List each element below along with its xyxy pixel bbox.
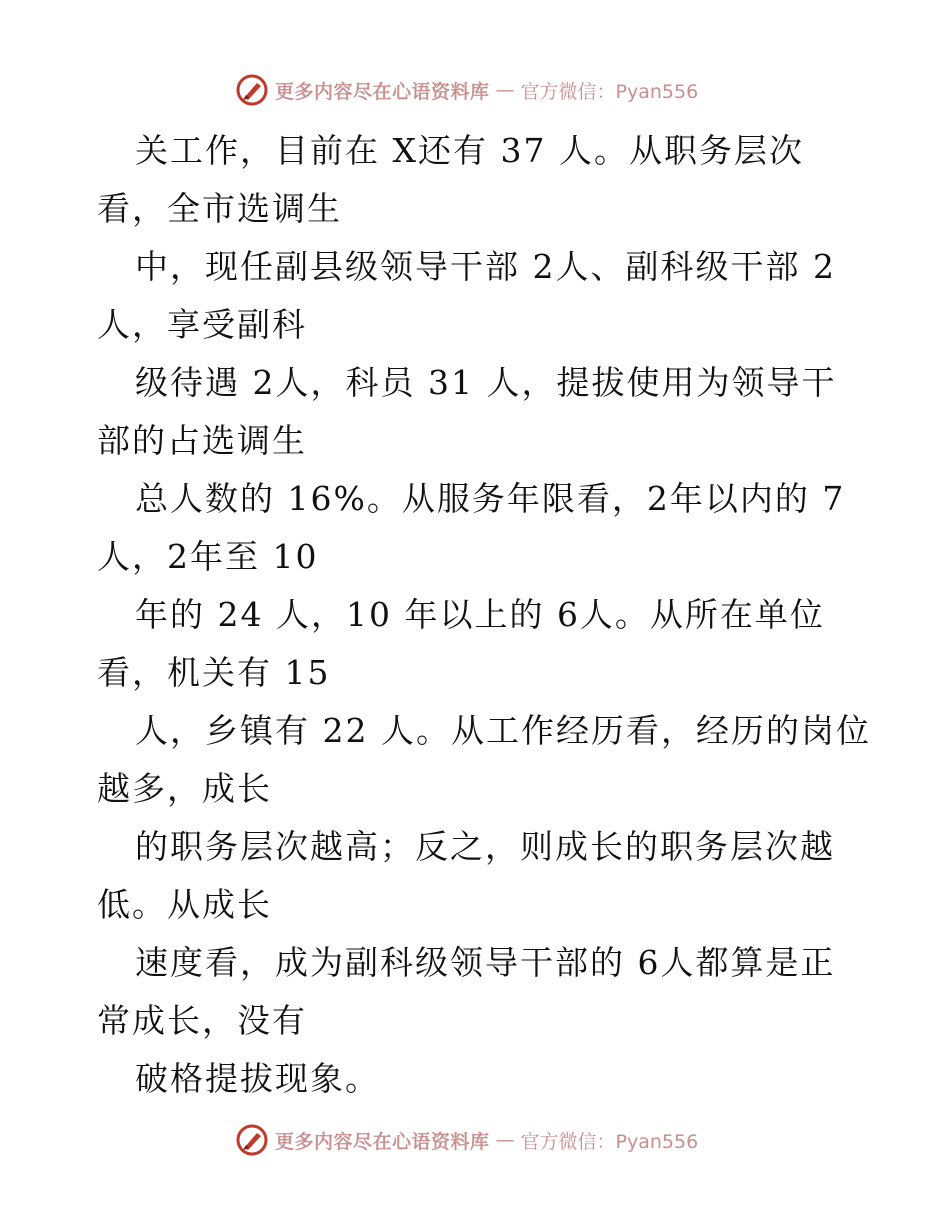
pen-logo-icon [235, 73, 269, 107]
watermark-account-label: 官方微信：Pyan556 [520, 80, 699, 103]
header-watermark [235, 72, 698, 108]
text-line: 低。从成长 [97, 885, 272, 924]
text-line: 人，享受副科 [97, 305, 307, 344]
document-body [97, 122, 871, 1108]
pen-logo-icon [235, 1123, 269, 1157]
watermark-dash: — [495, 1129, 515, 1151]
text-line: 看，机关有 15 [97, 653, 331, 692]
text-line: 级待遇 2人，科员 31 人，提拔使用为领导干 [135, 363, 837, 402]
text-line: 速度看，成为副科级领导干部的 6人都算是正 [135, 943, 836, 982]
watermark-brand-text: 更多内容尽在心语资料库 [275, 80, 490, 103]
text-line: 破格提拔现象。 [135, 1059, 380, 1098]
footer-watermark [235, 1122, 698, 1158]
text-line: 人，2年至 10 [97, 537, 319, 576]
text-line: 常成长，没有 [97, 1001, 307, 1040]
watermark-brand-text: 更多内容尽在心语资料库 [275, 1130, 490, 1153]
text-line: 总人数的 16%。从服务年限看，2年以内的 7 [135, 479, 846, 518]
text-line: 人，乡镇有 22 人。从工作经历看，经历的岗位 [135, 711, 871, 750]
text-line: 年的 24 人，10 年以上的 6人。从所在单位 [135, 595, 825, 634]
text-line: 部的占选调生 [97, 421, 307, 460]
text-line: 中，现任副县级领导干部 2人、副科级干部 2 [135, 247, 836, 286]
text-line: 看，全市选调生 [97, 189, 342, 228]
text-line: 的职务层次越高；反之，则成长的职务层次越 [135, 827, 835, 866]
watermark-dash: — [495, 79, 515, 101]
watermark-account-label: 官方微信：Pyan556 [520, 1130, 699, 1153]
text-line: 越多，成长 [97, 769, 272, 808]
text-line: 关工作，目前在 X还有 37 人。从职务层次 [135, 131, 804, 170]
